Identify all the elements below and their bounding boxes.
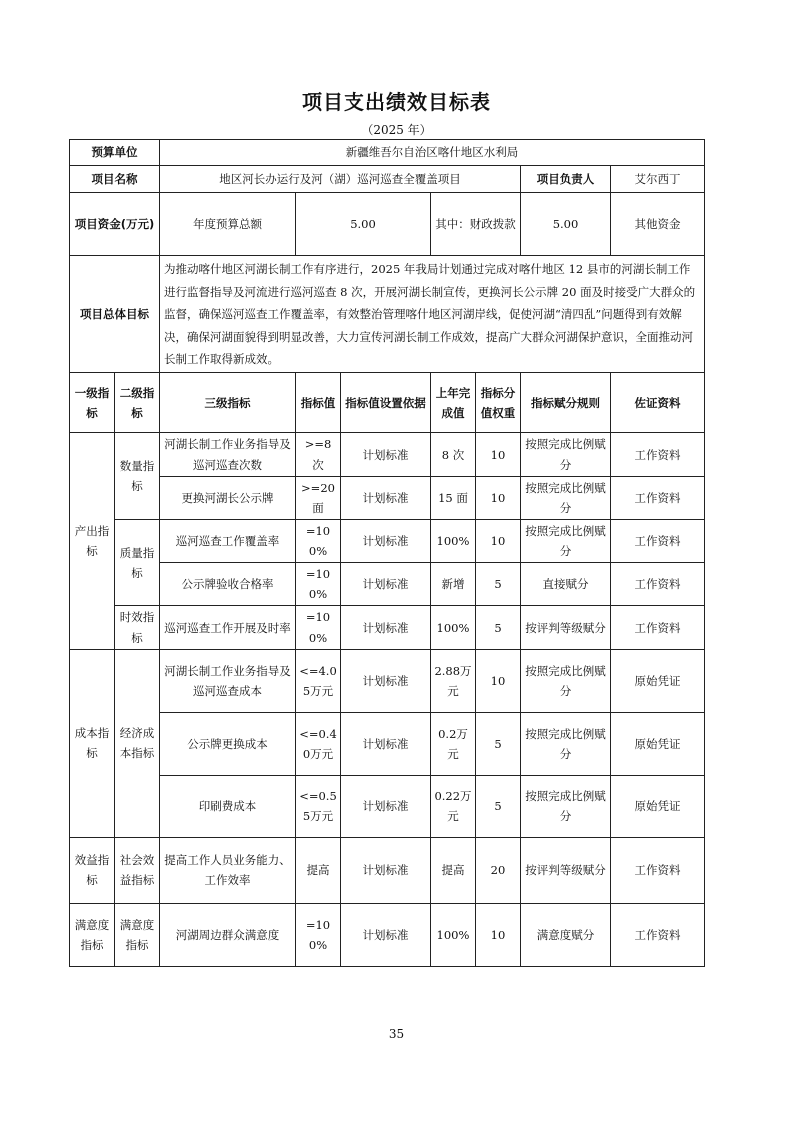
table-row <box>70 606 705 649</box>
row-indicator: 印刷费成本 <box>160 775 296 837</box>
row-weight: 10 <box>476 649 521 712</box>
row-last-year: 8 次 <box>431 433 476 476</box>
row-weight: 5 <box>476 606 521 649</box>
row-rule: 按评判等级赋分 <box>521 837 611 903</box>
row-last-year: 100% <box>431 606 476 649</box>
row-rule: 直接赋分 <box>521 563 611 606</box>
row-indicator: 更换河湖长公示牌 <box>160 476 296 519</box>
group-output: 产出指标 <box>70 433 115 649</box>
header-rule: 指标赋分规则 <box>521 373 611 433</box>
row-weight: 10 <box>476 519 521 562</box>
row-evidence: 工作资料 <box>611 433 705 476</box>
row-basis: 计划标准 <box>341 775 431 837</box>
row-weight: 5 <box>476 712 521 775</box>
row-weight: 10 <box>476 433 521 476</box>
project-funds-row <box>70 193 705 256</box>
performance-target-table <box>69 139 705 967</box>
project-name-row <box>70 166 705 193</box>
row-indicator: 河湖长制工作业务指导及巡河巡查成本 <box>160 649 296 712</box>
table-row <box>70 775 705 837</box>
row-value: 提高 <box>296 837 341 903</box>
page-number: 35 <box>388 1027 405 1041</box>
budget-unit-label: 预算单位 <box>70 140 160 166</box>
row-last-year: 100% <box>431 519 476 562</box>
header-value: 指标值 <box>296 373 341 433</box>
budget-unit-value: 新疆维吾尔自治区喀什地区水利局 <box>160 140 705 166</box>
row-last-year: 15 面 <box>431 476 476 519</box>
document-year: （2025 年） <box>361 123 432 137</box>
row-value: =100% <box>296 519 341 562</box>
row-last-year: 0.22万元 <box>431 775 476 837</box>
row-indicator: 巡河巡查工作开展及时率 <box>160 606 296 649</box>
row-rule: 满意度赋分 <box>521 903 611 966</box>
project-name-value: 地区河长办运行及河（湖）巡河巡查全覆盖项目 <box>160 166 521 193</box>
row-evidence: 工作资料 <box>611 837 705 903</box>
table-row <box>70 476 705 519</box>
header-evidence: 佐证资料 <box>611 373 705 433</box>
fiscal-allocation-label: 其中：财政拨款 <box>431 193 521 256</box>
row-rule: 按评判等级赋分 <box>521 606 611 649</box>
row-indicator: 提高工作人员业务能力、工作效率 <box>160 837 296 903</box>
row-last-year: 100% <box>431 903 476 966</box>
row-value: =100% <box>296 606 341 649</box>
table-row <box>70 903 705 966</box>
header-weight: 指标分值权重 <box>476 373 521 433</box>
group-timeliness: 时效指标 <box>115 606 160 649</box>
header-level2: 二级指标 <box>115 373 160 433</box>
group-quantity: 数量指标 <box>115 433 160 520</box>
budget-unit-row <box>70 140 705 166</box>
row-basis: 计划标准 <box>341 433 431 476</box>
project-leader-label: 项目负责人 <box>521 166 611 193</box>
overall-goal-label: 项目总体目标 <box>70 256 160 373</box>
row-weight: 5 <box>476 775 521 837</box>
table-row <box>70 712 705 775</box>
row-basis: 计划标准 <box>341 476 431 519</box>
row-evidence: 工作资料 <box>611 903 705 966</box>
document-title: 项目支出绩效目标表 <box>302 90 491 114</box>
group-benefit: 效益指标 <box>70 837 115 903</box>
row-evidence: 工作资料 <box>611 606 705 649</box>
row-weight: 10 <box>476 903 521 966</box>
group-satisfaction-level2: 满意度指标 <box>115 903 160 966</box>
project-funds-label: 项目资金(万元) <box>70 193 160 256</box>
row-value: >=8次 <box>296 433 341 476</box>
project-name-label: 项目名称 <box>70 166 160 193</box>
row-rule: 按照完成比例赋分 <box>521 433 611 476</box>
group-cost: 成本指标 <box>70 649 115 837</box>
row-basis: 计划标准 <box>341 837 431 903</box>
row-basis: 计划标准 <box>341 606 431 649</box>
row-last-year: 新增 <box>431 563 476 606</box>
table-row <box>70 519 705 562</box>
overall-goal-text: 为推动喀什地区河湖长制工作有序进行，2025 年我局计划通过完成对喀什地区 12 县市的河湖长制工作进行监督指导及河流进行巡河巡查 8 次，开展河湖长制宣传，更换河长公示牌 20 面及时接受广大群众的监督，确保巡河巡查工作覆盖率，有效整治管理喀什地区河湖岸线，促使河湖“清四乱”问题得到有效解决，确保河湖面貌得到明显改善，大力宣传河湖长制工作成效，提高广大群众河湖保护意识，全面推动河长制工作取得新成效。 <box>160 256 705 373</box>
header-level3: 三级指标 <box>160 373 296 433</box>
row-rule: 按照完成比例赋分 <box>521 649 611 712</box>
row-evidence: 原始凭证 <box>611 775 705 837</box>
table-row <box>70 837 705 903</box>
row-value: <=0.55万元 <box>296 775 341 837</box>
row-evidence: 原始凭证 <box>611 649 705 712</box>
header-basis: 指标值设置依据 <box>341 373 431 433</box>
row-value: <=0.40万元 <box>296 712 341 775</box>
annual-budget-label: 年度预算总额 <box>160 193 296 256</box>
group-social-benefit: 社会效益指标 <box>115 837 160 903</box>
row-value: >=20面 <box>296 476 341 519</box>
row-rule: 按照完成比例赋分 <box>521 712 611 775</box>
row-basis: 计划标准 <box>341 563 431 606</box>
row-value: =100% <box>296 903 341 966</box>
group-satisfaction: 满意度指标 <box>70 903 115 966</box>
project-leader-value: 艾尔西丁 <box>611 166 705 193</box>
row-basis: 计划标准 <box>341 903 431 966</box>
row-weight: 5 <box>476 563 521 606</box>
header-last-year: 上年完成值 <box>431 373 476 433</box>
row-value: <=4.05万元 <box>296 649 341 712</box>
table-row <box>70 563 705 606</box>
row-rule: 按照完成比例赋分 <box>521 519 611 562</box>
row-basis: 计划标准 <box>341 649 431 712</box>
row-rule: 按照完成比例赋分 <box>521 476 611 519</box>
group-quality: 质量指标 <box>115 519 160 606</box>
header-level1: 一级指标 <box>70 373 115 433</box>
overall-goal-row <box>70 256 705 373</box>
row-evidence: 原始凭证 <box>611 712 705 775</box>
row-indicator: 河湖周边群众满意度 <box>160 903 296 966</box>
table-row <box>70 649 705 712</box>
annual-budget-value: 5.00 <box>296 193 431 256</box>
row-last-year: 提高 <box>431 837 476 903</box>
row-basis: 计划标准 <box>341 519 431 562</box>
row-basis: 计划标准 <box>341 712 431 775</box>
row-evidence: 工作资料 <box>611 563 705 606</box>
group-economic-cost: 经济成本指标 <box>115 649 160 837</box>
row-indicator: 公示牌更换成本 <box>160 712 296 775</box>
table-row <box>70 433 705 476</box>
row-weight: 10 <box>476 476 521 519</box>
row-indicator: 河湖长制工作业务指导及巡河巡查次数 <box>160 433 296 476</box>
row-weight: 20 <box>476 837 521 903</box>
row-indicator: 巡河巡查工作覆盖率 <box>160 519 296 562</box>
other-funds-label: 其他资金 <box>611 193 705 256</box>
row-indicator: 公示牌验收合格率 <box>160 563 296 606</box>
row-last-year: 2.88万元 <box>431 649 476 712</box>
row-rule: 按照完成比例赋分 <box>521 775 611 837</box>
fiscal-allocation-value: 5.00 <box>521 193 611 256</box>
row-evidence: 工作资料 <box>611 476 705 519</box>
row-evidence: 工作资料 <box>611 519 705 562</box>
indicator-header-row <box>70 373 705 433</box>
row-last-year: 0.2万元 <box>431 712 476 775</box>
row-value: =100% <box>296 563 341 606</box>
